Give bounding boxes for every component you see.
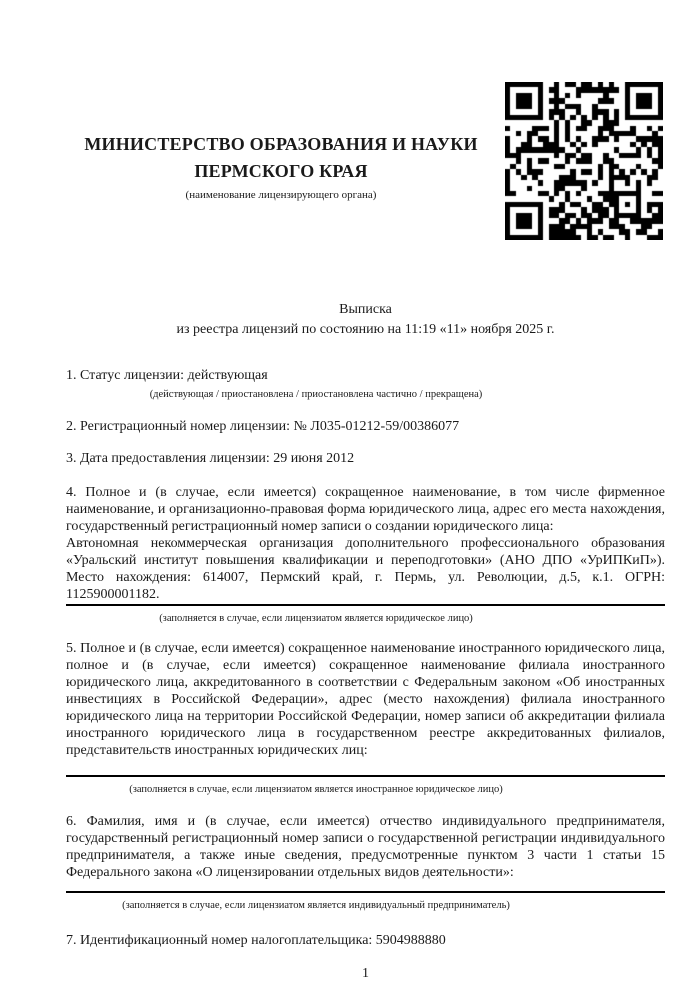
field-legal-entity-answer: Автономная некоммерческая организация дополнительного профессионального образования «Уральский институт повышения квалификации и переподготовки» (АНО ДПО «УрИПКиП»). Место нахождения: 614007, Пермский край, г. Пермь, ул. Революции, д.5, к.1. ОГРН: 1125900001182.	[66, 536, 665, 602]
field-license-status: 1. Статус лицензии: действующая	[66, 368, 268, 383]
field-foreign-entity-question: 5. Полное и (в случае, если имеется) сокращенное наименование иностранного юридического лица, полное и (в случае, если имеется) сокращенное наименование филиала иностранного юридического лица, аккредитованного в соответствии с Федеральным законом «Об иностранных инвестициях в Российской Федерации», адрес (место нахождения) филиала иностранного юридического лица на территории Российской Федерации, номер записи об аккредитации филиала иностранного юридического лица в государственном реестре аккредитованных филиалов, представительств иностранных юридических лиц:	[66, 641, 665, 758]
field-license-status-caption: (действующая / приостановлена / приостановлена частично / прекращена)	[149, 389, 483, 400]
document-title-line1: Выписка	[339, 302, 392, 317]
document-header	[66, 0, 665, 240]
field-legal-entity-question: 4. Полное и (в случае, если имеется) сокращенное наименование, в том числе фирменное наименование, и организационно-правовая форма юридического лица, адрес его места нахождения, государственный регистрационный номер записи о создании юридического лица:	[66, 485, 665, 534]
field-registration-number: 2. Регистрационный номер лицензии: № Л035-01212-59/00386077	[66, 419, 460, 434]
legal-entity-divider	[66, 604, 665, 606]
field-taxpayer-inn: 7. Идентификационный номер налогоплательщика: 5904988880	[66, 933, 446, 948]
licensing-authority-block	[66, 131, 496, 202]
qr-code-canvas	[505, 82, 663, 240]
field-foreign-entity-caption: (заполняется в случае, если лицензиатом является иностранное юридическое лицо)	[129, 784, 503, 795]
ministry-name-line1: МИНИСТЕРСТВО ОБРАЗОВАНИЯ И НАУКИ	[84, 134, 478, 154]
field-individual-entrepreneur-question: 6. Фамилия, имя и (в случае, если имеется) отчество индивидуального предпринимателя, государственный регистрационный номер записи о государственной регистрации индивидуального предпринимателя, а также иные сведения, предусмотренные пунктом 3 части 1 статьи 15 Федерального закона «О лицензировании отдельных видов деятельности»:	[66, 814, 665, 880]
individual-entrepreneur-divider	[66, 891, 665, 893]
field-legal-entity-caption: (заполняется в случае, если лицензиатом является юридическое лицо)	[159, 613, 473, 624]
document-title-line2: из реестра лицензий по состоянию на 11:19 «11» ноября 2025 г.	[176, 322, 555, 337]
qr-code-icon	[505, 82, 663, 240]
field-individual-entrepreneur-caption: (заполняется в случае, если лицензиатом является индивидуальный предприниматель)	[122, 900, 510, 911]
field-grant-date: 3. Дата предоставления лицензии: 29 июня 2012	[66, 451, 355, 466]
foreign-entity-divider	[66, 775, 665, 777]
page-number: 1	[362, 966, 369, 981]
ministry-name-line2: ПЕРМСКОГО КРАЯ	[194, 161, 368, 181]
document-title	[66, 300, 665, 340]
ministry-caption: (наименование лицензирующего органа)	[185, 189, 377, 201]
